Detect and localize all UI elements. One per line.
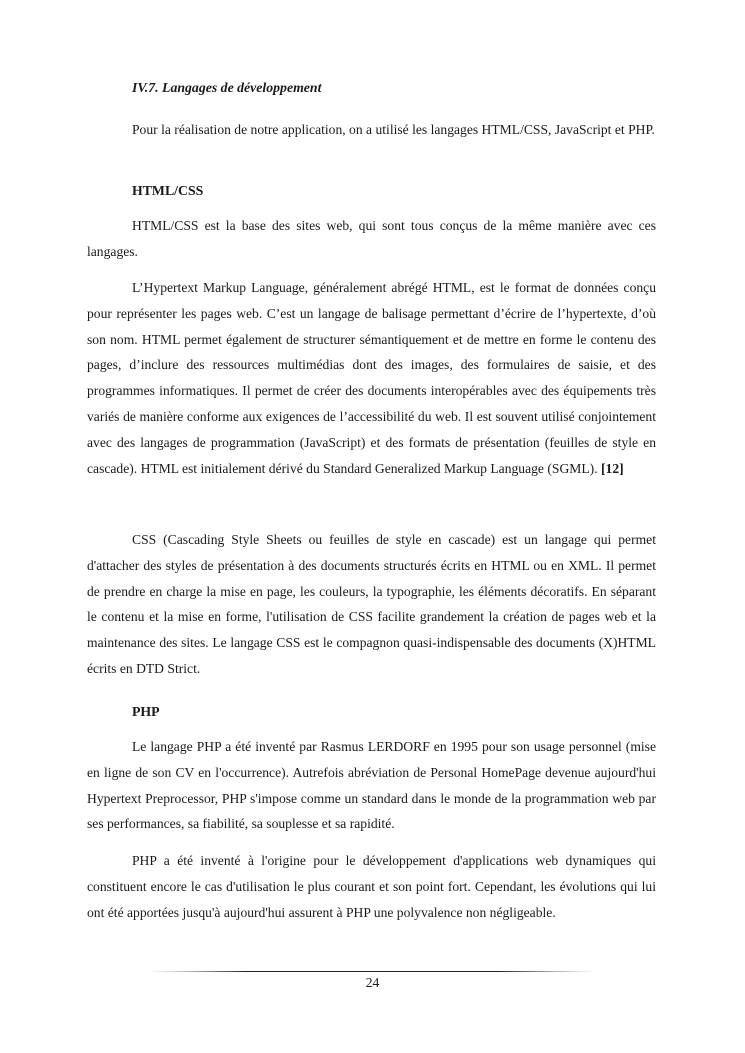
footer-divider — [150, 971, 595, 972]
intro-paragraph: Pour la réalisation de notre application, on a utilisé les langages HTML/CSS, JavaScript et PHP. — [132, 122, 655, 137]
php-paragraph-1: Le langage PHP a été inventé par Rasmus LERDORF en 1995 pour son usage personnel (mise en ligne de son CV en l'occurrence). Autrefois abréviation de Personal HomePage devenue aujourd'hui Hypertext Preprocessor, PHP s'impose comme un standard dans le monde de la programmation web par ses performances, sa fiabilité, sa souplesse et sa rapidité. — [87, 739, 656, 832]
html-css-paragraph-2-text: L’Hypertext Markup Language, généralement abrégé HTML, est le format de données conçu pour représenter les pages web. C’est un langage de balisage permettant d’écrire de l’hypertexte, d’où son nom. HTML permet également de structurer sémantiquement et de mettre en forme le contenu des pages, d’inclure des ressources multimédias dont des images, des formulaires de saisie, et des programmes informatiques. Il permet de créer des documents interopérables avec des équipements très variés de manière conforme aux exigences de l’accessibilité du web. Il est souvent utilisé conjointement avec des langages de programmation (JavaScript) et des formats de présentation (feuilles de style en cascade). HTML est initialement dérivé du Standard Generalized Markup Language (SGML). — [87, 280, 656, 476]
citation-ref: [12] — [601, 460, 624, 476]
section-title: IV.7. Langages de développement — [132, 80, 322, 95]
php-heading: PHP — [132, 704, 160, 719]
html-css-paragraph-1: HTML/CSS est la base des sites web, qui sont tous conçus de la même manière avec ces langages. — [87, 218, 656, 259]
html-css-heading: HTML/CSS — [132, 183, 204, 198]
html-css-paragraph-2 — [87, 275, 656, 481]
php-paragraph-2: PHP a été inventé à l'origine pour le développement d'applications web dynamiques qui constituent encore le cas d'utilisation le plus courant et son point fort. Cependant, les évolutions qui lui ont été apportées jusqu'à aujourd'hui assurent à PHP une polyvalence non négligeable. — [87, 853, 656, 920]
html-css-paragraph-3: CSS (Cascading Style Sheets ou feuilles de style en cascade) est un langage qui permet d'attacher des styles de présentation à des documents structurés écrits en HTML ou en XML. Il permet de prendre en charge la mise en page, les couleurs, la typographie, les éléments décoratifs. En séparant le contenu et la mise en forme, l'utilisation de CSS facilite grandement la création de pages web et la maintenance des sites. Le langage CSS est le compagnon quasi-indispensable des documents (X)HTML écrits en DTD Strict. — [87, 532, 656, 676]
page-number: 24 — [365, 975, 380, 990]
